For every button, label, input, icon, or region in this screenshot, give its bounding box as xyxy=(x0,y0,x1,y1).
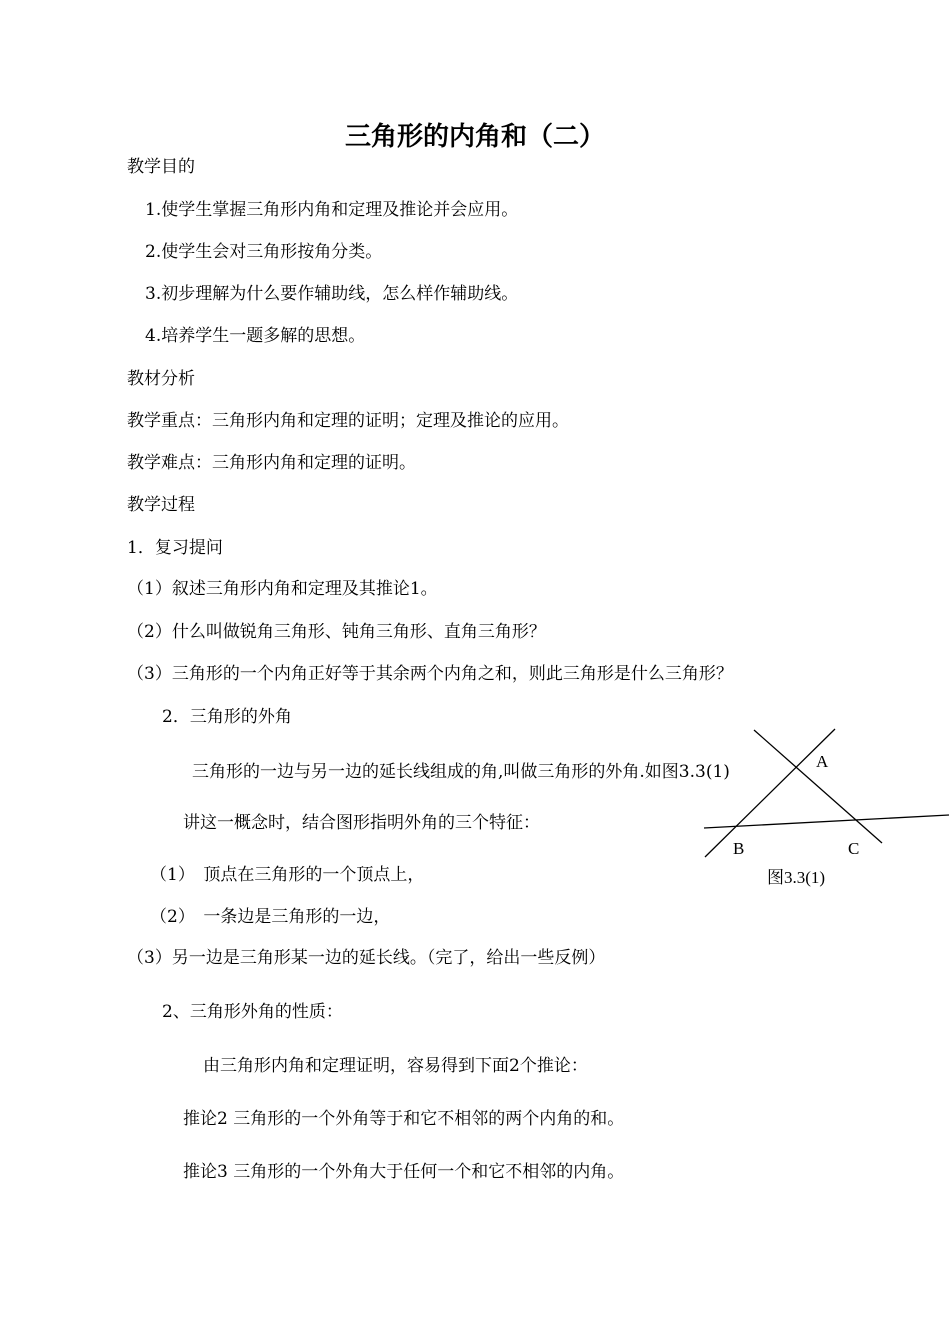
property-heading: 2、三角形外角的性质： xyxy=(162,1002,343,1022)
exterior-definition: 三角形的一边与另一边的延长线组成的角,叫做三角形的外角.如图3.3(1) xyxy=(192,762,730,782)
line-ab xyxy=(705,729,835,857)
review-question: （3）三角形的一个内角正好等于其余两个内角之和，则此三角形是什么三角形？ xyxy=(127,664,733,684)
page-title: 三角形的内角和（二） xyxy=(344,122,605,152)
line-ac xyxy=(754,730,882,843)
objective-item: 1.使学生掌握三角形内角和定理及推论并会应用。 xyxy=(145,200,519,220)
review-heading: 1．复习提问 xyxy=(127,538,223,558)
feature-item: （2） 一条边是三角形的一边， xyxy=(150,907,391,927)
figure-caption: 图3.3(1) xyxy=(767,868,826,887)
difficult-point: 教学难点：三角形内角和定理的证明。 xyxy=(127,453,416,473)
objective-item: 4.培养学生一题多解的思想。 xyxy=(145,326,366,346)
objective-item: 3.初步理解为什么要作辅助线，怎么样作辅助线。 xyxy=(145,284,519,304)
vertex-a-label: A xyxy=(816,752,829,771)
key-point: 教学重点：三角形内角和定理的证明；定理及推论的应用。 xyxy=(127,411,569,431)
exterior-heading: 2．三角形的外角 xyxy=(162,707,292,727)
corollary-item: 推论2 三角形的一个外角等于和它不相邻的两个内角的和。 xyxy=(183,1109,625,1129)
review-question: （1）叙述三角形内角和定理及其推论1。 xyxy=(127,579,438,599)
corollary-item: 推论3 三角形的一个外角大于任何一个和它不相邻的内角。 xyxy=(183,1162,625,1182)
vertex-b-label: B xyxy=(733,839,745,858)
vertex-c-label: C xyxy=(848,839,860,858)
exterior-intro: 讲这一概念时，结合图形指明外角的三个特征： xyxy=(183,813,540,833)
feature-item: （1） 顶点在三角形的一个顶点上， xyxy=(150,865,425,885)
review-question: （2）什么叫做锐角三角形、钝角三角形、直角三角形？ xyxy=(127,622,546,642)
process-heading: 教学过程 xyxy=(127,495,195,515)
objectives-heading: 教学目的 xyxy=(127,157,195,177)
objective-item: 2.使学生会对三角形按角分类。 xyxy=(145,242,383,262)
feature-item: （3）另一边是三角形某一边的延长线。（完了，给出一些反例） xyxy=(127,948,606,968)
property-intro: 由三角形内角和定理证明，容易得到下面2个推论： xyxy=(203,1056,588,1076)
triangle-exterior-angle-figure xyxy=(700,725,950,895)
analysis-heading: 教材分析 xyxy=(127,369,195,389)
